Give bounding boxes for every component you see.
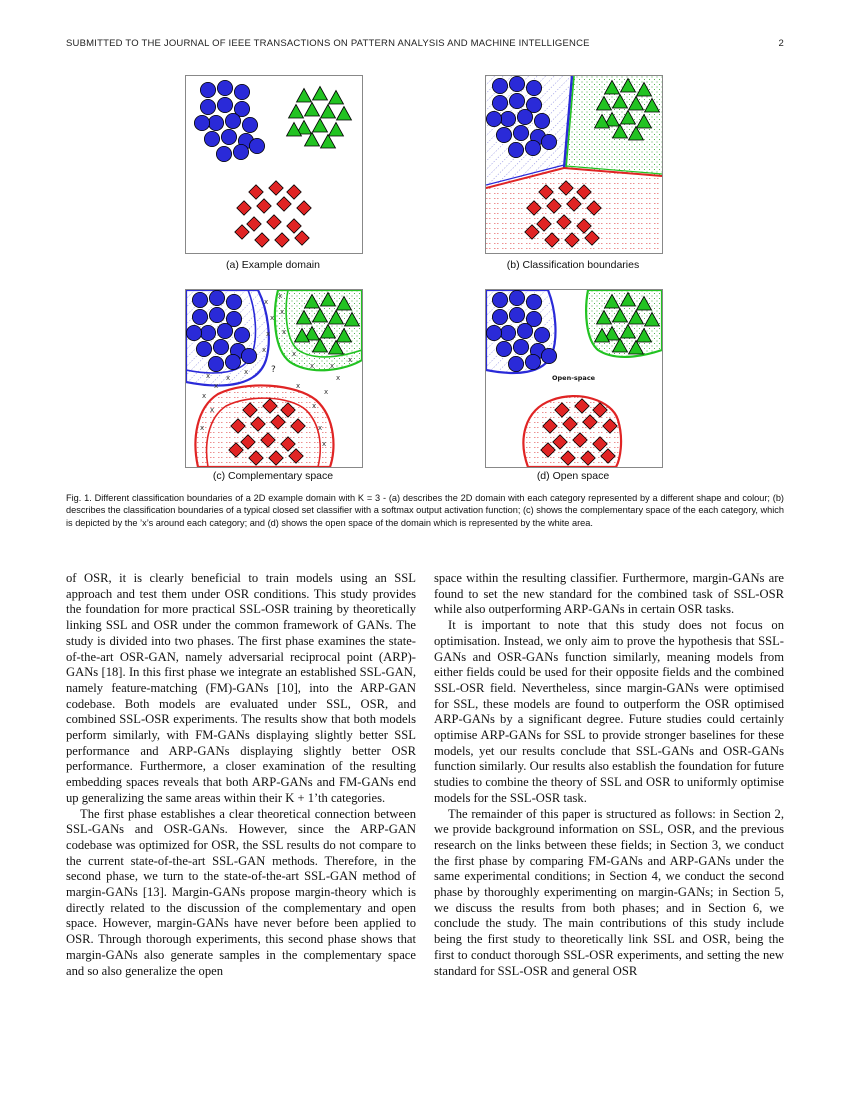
subcaption-c: (c) Complementary space [212,470,334,482]
blue-circle-marker [249,138,264,153]
blue-circle-marker [534,113,549,128]
x-mark: x [312,402,317,410]
x-mark: x [262,346,267,354]
blue-circle-marker [508,356,523,371]
blue-circle-marker [496,341,511,356]
x-mark: x [310,362,315,370]
blue-circle-marker [509,290,524,305]
figure-panel-a [185,75,363,254]
red-diamond-marker [269,181,283,195]
blue-circle-marker [226,294,241,309]
blue-circle-marker [225,113,240,128]
blue-circle-marker [492,309,507,324]
blue-circle-marker [208,115,223,130]
x-mark: x [280,308,285,316]
blue-circle-marker [525,140,540,155]
blue-circle-marker [526,294,541,309]
x-mark: x [336,374,341,382]
blue-circle-marker [526,80,541,95]
red-diamond-marker [275,233,289,247]
blue-circle-marker [213,339,228,354]
blue-circle-marker [486,111,501,126]
blue-circle-marker [186,325,201,340]
blue-circle-marker [200,99,215,114]
green-triangle-marker [313,87,328,101]
x-mark: x [270,314,275,322]
x-mark: x [200,424,205,432]
x-mark: x [278,292,283,300]
right-column [434,571,784,979]
figure-panel-d [485,289,663,468]
green-triangle-marker [289,105,304,119]
blue-circle-marker [509,307,524,322]
red-diamond-marker [249,185,263,199]
blue-circle-marker [217,80,232,95]
blue-circle-marker [492,95,507,110]
x-mark: x [348,356,353,364]
green-triangle-marker [329,123,344,137]
blue-circle-marker [513,125,528,140]
blue-circle-marker [541,134,556,149]
figure-panel-b [485,75,663,254]
x-mark: x [292,350,297,358]
green-triangle-marker [321,135,336,149]
blue-circle-marker [216,146,231,161]
blue-circle-marker [234,84,249,99]
x-mark: x [244,368,249,376]
subcaption-a: (a) Example domain [226,259,320,271]
blue-circle-marker [208,356,223,371]
paragraph: of OSR, it is clearly beneficial to train models using an SSL approach and test them under OSR conditions. This study provides the foundation for more practical SSL-OSR training by theoretically linking SSL and OSR under the common framework of GANs. The study is divided into two phases. The first phase examines the state-of-the-art OSR-GAN, namely adversarial reciprocal point (ARP)-GANs [18]. In this first phase we integrate an established SSL-GAN, namely feature-matching (FM)-GANs [10], into the ARP-GAN codebase. Both models are evaluated under SSL, OSR, and combined SSL-OSR experiments. The results show that both models perform similarly, with FM-GANs displaying slightly better SSL performance and ARP-GANs displaying slightly better OSR performance. Furthermore, a closer examination of the resulting embedding spaces reveals that both ARP-GANs and FM-GANs end up generalizing the same areas within their K + 1’th categories. [66,571,416,805]
x-mark: x [266,330,271,338]
blue-circle-marker [221,129,236,144]
blue-circle-marker [209,307,224,322]
blue-circle-marker [194,115,209,130]
red-diamond-marker [297,201,311,215]
red-diamond-marker [235,225,249,239]
blue-circle-marker [517,323,532,338]
red-diamond-marker [287,219,301,233]
blue-circle-marker [233,144,248,159]
x-mark: x [202,392,207,400]
x-mark: x [324,388,329,396]
x-mark: x [210,406,215,414]
blue-circle-marker [217,323,232,338]
red-diamond-marker [267,215,281,229]
page-number: 2 [778,38,784,49]
blue-circle-marker [217,97,232,112]
blue-circle-marker [242,117,257,132]
blue-circle-marker [192,309,207,324]
blue-circle-marker [496,127,511,142]
blue-circle-marker [192,292,207,307]
blue-circle-marker [486,325,501,340]
x-mark: x [318,424,323,432]
red-diamond-marker [237,201,251,215]
green-triangle-marker [321,105,336,119]
green-triangles-cluster [287,87,352,149]
blue-circle-marker [209,290,224,305]
journal-title: SUBMITTED TO THE JOURNAL OF IEEE TRANSACTIONS ON PATTERN ANALYSIS AND MACHINE INTELLIGENCE [66,38,590,49]
red-diamond-marker [255,233,269,247]
subcaption-d: (d) Open space [536,470,610,482]
blue-circle-marker [525,354,540,369]
blue-circle-marker [225,354,240,369]
red-diamond-marker [295,231,309,245]
blue-circle-marker [492,78,507,93]
blue-circle-marker [541,348,556,363]
paragraph: The first phase establishes a clear theoretical connection between SSL-GANs and OSR-GANs. However, since the ARP-GAN codebase was optimized for OSR, the SSL results do not compare to the current state-of-the-art SSL-GAN methods. Therefore, in the second phase, we turn to the state-of-the-art SSL-GAN method of margin-GANs [13]. Margin-GANs propose margin-theory which is directly related to the discussion of the complementary and open space. However, margin-GANs have never before been applied to OSR. Through thorough experiments, this second phase shows that margin-GANs also generate samples in the complementary space and so also generalize the open [66,806,416,978]
blue-circle-marker [241,348,256,363]
green-triangle-marker [329,91,344,105]
blue-circle-marker [509,93,524,108]
question-mark-label: ? [271,365,276,375]
red-diamonds-cluster [235,181,311,247]
paragraph: space within the resulting classifier. Furthermore, margin-GANs are found to set the new standard for the combined task of SSL-OSR while also outperforming ARP-GANs in certain OSR tasks. [434,571,784,617]
blue-circle-marker [509,76,524,91]
green-triangle-marker [305,103,320,117]
green-triangle-marker [313,119,328,133]
figure-caption: Fig. 1. Different classification boundaries of a 2D example domain with K = 3 - (a) describes the 2D domain with each category represented by a different shape and colour; (b) describes the classification boundaries of a typical closed set classifier with a softmax output activation function; (c) shows the complementary space of the each category, which is depicted by the ’x’s around each category; and (d) shows the open space of the domain which is represented by the white area. [66,493,784,528]
paragraph: The remainder of this paper is structured as follows: in Section 2, we provide background information on SSL, OSR, and the previous research on the links between these fields; in Section 3, we conduct the first phase by comparing FM-GANs and ARP-GANs under the same experimental conditions; in Section 4, we conduct the second phase by thoroughly experimenting on margin-GANs; in Section 5, we discuss the results from both phases; and in Section 6, we conclude the study. The main contributions of this study include being the first study to theoretically link SSL and OSR, being the first to conduct thorough SSL-OSR experiments, and setting the new standard for SSL-OSR and general OSR [434,806,784,978]
blue-circle-marker [234,327,249,342]
blue-circle-marker [513,339,528,354]
blue-circles-cluster [194,80,264,161]
blue-circle-marker [500,325,515,340]
x-mark: x [330,362,335,370]
blue-circle-marker [196,341,211,356]
figure-panel-c [185,289,363,468]
green-triangle-marker [305,133,320,147]
blue-circle-marker [200,82,215,97]
blue-circle-marker [500,111,515,126]
left-column [66,571,416,979]
green-triangle-marker [297,89,312,103]
blue-circle-marker [534,327,549,342]
blue-circle-marker [200,325,215,340]
x-mark: x [226,374,231,382]
blue-circle-marker [508,142,523,157]
x-mark: x [206,372,211,380]
blue-circle-marker [492,292,507,307]
running-header [66,38,784,49]
x-mark: x [322,440,327,448]
red-diamond-marker [277,197,291,211]
paragraph: It is important to note that this study does not focus on optimisation. Instead, we only aim to prove the hypothesis that SSL-GANs and OSR-GANs function similarly, meaning models from either fields could be used for their opposite fields and the combined SSL-OSR field. Nevertheless, since margin-GANs were optimised for SSL, these models are found to outperform the OSR optimised ARP-GANs by a significant degree. Future studies could certainly optimise ARP-GANs for SSL to provide stronger baselines for these models, yet our results conclude that SSL-GANs and OSR-GANs function similarly. Our results also establish the foundation for future studies to combine the theory of SSL and OSR to uniformly optimise models for the SSL-OSR task. [434,618,784,805]
red-diamond-marker [247,217,261,231]
x-mark: x [296,382,301,390]
x-mark: x [282,328,287,336]
blue-circle-marker [517,109,532,124]
x-mark: x [214,382,219,390]
x-mark: x [264,298,269,306]
open-space-label: Open-space [552,374,596,382]
red-diamond-marker [257,199,271,213]
subcaption-b: (b) Classification boundaries [506,259,640,271]
red-diamond-marker [287,185,301,199]
blue-circle-marker [204,131,219,146]
green-triangle-marker [337,107,352,121]
